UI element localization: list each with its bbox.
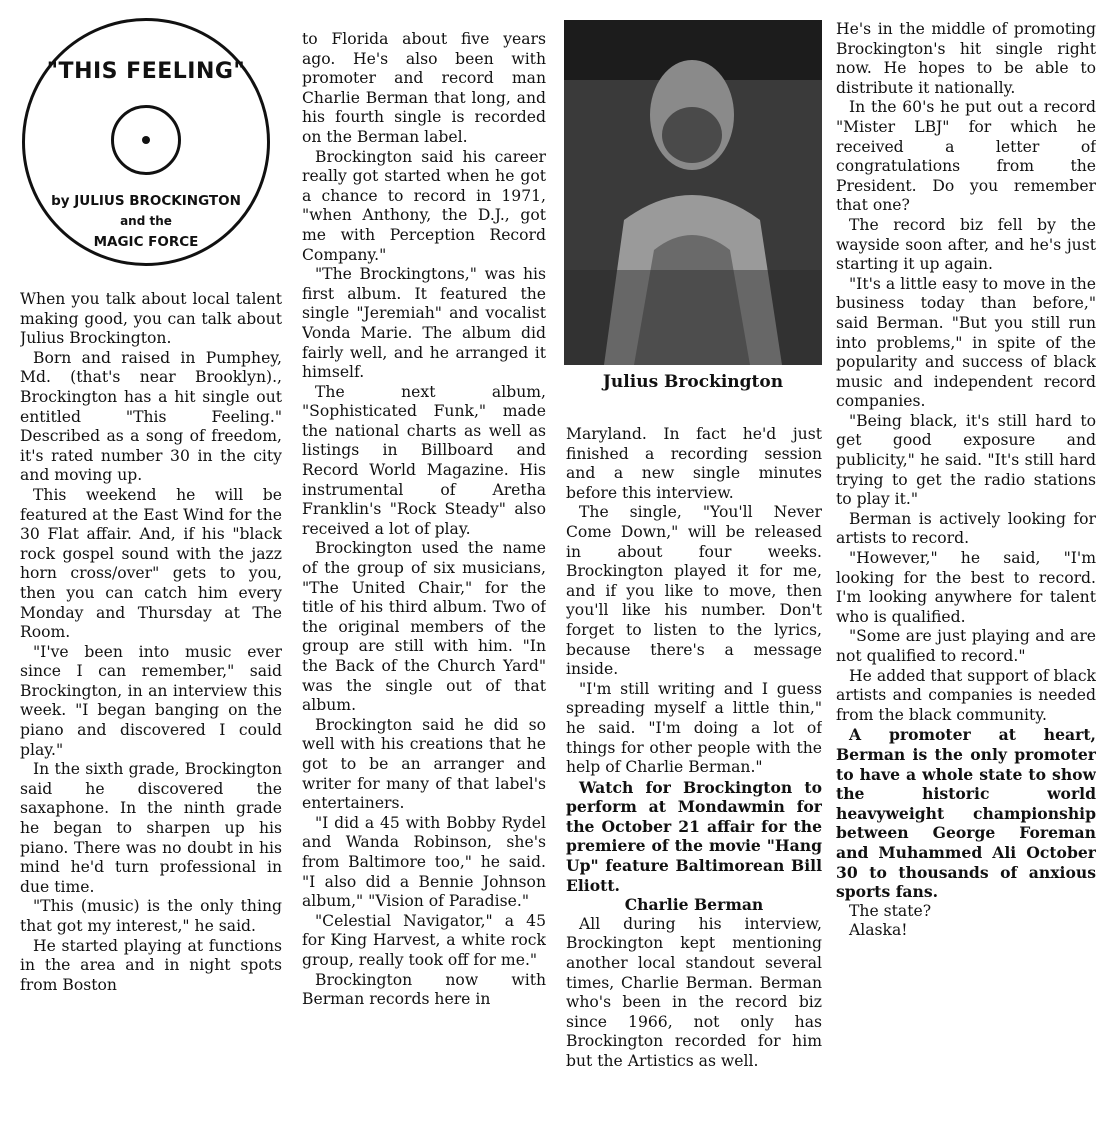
subheading: Charlie Berman bbox=[624, 895, 764, 915]
article-column-1 bbox=[20, 290, 282, 1132]
paragraph: In the 60's he put out a record "Mister LBJ" for which he received a letter of congratulations from the President. Do you remember that one? bbox=[836, 98, 1096, 215]
paragraph: When you talk about local talent making good, you can talk about Julius Brockington. bbox=[20, 290, 282, 348]
record-hole bbox=[142, 136, 150, 144]
paragraph: "Some are just playing and are not qualified to record." bbox=[836, 627, 1096, 665]
paragraph: This weekend he will be featured at the East Wind for the 30 Flat affair. And, if his "black rock gospel sound with the jazz horn cross/over" gets to you, then you can catch him every Monday and Thursday at The Room. bbox=[20, 485, 282, 642]
paragraph: "I'm still writing and I guess spreading myself a little thin," he said. "I'm doing a lot of things for other people with the help of Charlie Berman." bbox=[566, 679, 822, 777]
article-column-2 bbox=[302, 30, 546, 1132]
paragraph: The record biz fell by the wayside soon after, and he's just starting it up again. bbox=[836, 215, 1096, 274]
paragraph: The single, "You'll Never Come Down," will be released in about four weeks. Brockington played it for me, and if you like to move, then you'll like his number. Don't forget to listen to the lyrics, because there's a message inside. bbox=[566, 503, 822, 679]
record-graphic bbox=[22, 18, 270, 266]
paragraph: All during his interview, Brockington kept mentioning another local standout several times, Charlie Berman. Berman who's been in the record biz since 1966, not only has Brockington recorded for him but the Artistics as well. bbox=[566, 914, 822, 1070]
paragraph: "The Brockingtons," was his first album. It featured the single "Jeremiah" and vocalist Vonda Marie. The album did fairly well, and he arranged it himself. bbox=[302, 265, 546, 382]
record-title: "THIS FEELING" bbox=[46, 59, 246, 84]
paragraph: Brockington now with Berman records here in bbox=[302, 970, 546, 1009]
paragraph: He added that support of black artists and companies is needed from the black community. bbox=[836, 666, 1096, 724]
paragraph: "Celestial Navigator," a 45 for King Harvest, a white rock group, really took off for me." bbox=[302, 911, 546, 969]
paragraph: The next album, "Sophisticated Funk," made the national charts as well as listings in Billboard and Record World Magazine. His instrumental of Aretha Franklin's "Rock Steady" also received a lot of play. bbox=[302, 382, 546, 538]
article-column-4 bbox=[836, 20, 1096, 1132]
paragraph: Brockington said his career really got started when he got a chance to record in 1971, "when Anthony, the D.J., got me with Perception Record Company." bbox=[302, 147, 546, 264]
paragraph: "Being black, it's still hard to get good exposure and publicity," he said. "It's still hard trying to get the radio stations to play it." bbox=[836, 411, 1096, 509]
paragraph: to Florida about five years ago. He's also been with promoter and record man Charlie Berman that long, and his fourth single is recorded on the Berman label. bbox=[302, 30, 546, 146]
paragraph: Berman is actively looking for artists to record. bbox=[836, 509, 1096, 548]
paragraph: "I did a 45 with Bobby Rydel and Wanda Robinson, she's from Baltimore too," he said. "I also did a Bennie Johnson album," "Vision of Paradise." bbox=[302, 813, 546, 911]
paragraph: He started playing at functions in the area and in night spots from Boston bbox=[20, 936, 282, 994]
record-by-line: by JULIUS BROCKINGTON bbox=[51, 193, 241, 209]
paragraph-bold: A promoter at heart, Berman is the only promoter to have a whole state to show the historic world heavyweight championship between George Foreman and Muhammed Ali October 30 to thousands of anxious sports fans. bbox=[836, 725, 1096, 902]
paragraph: "I've been into music ever since I can remember," said Brockington, in an interview this week. "I began banging on the piano and discovered I could play." bbox=[20, 642, 282, 759]
paragraph: Brockington said he did so well with his creations that he got to be an arranger and writer for many of that label's entertainers. bbox=[302, 715, 546, 813]
paragraph: "This (music) is the only thing that got my interest," he said. bbox=[20, 897, 282, 935]
paragraph: In the sixth grade, Brockington said he discovered the saxaphone. In the ninth grade he began to sharpen up his piano. There was no doubt in his mind he'd turn professional in due time. bbox=[20, 760, 282, 896]
paragraph: "It's a little easy to move in the business today than before," said Berman. "But you still run into problems," in spite of the popularity and success of black music and independent record companies. bbox=[836, 274, 1096, 411]
paragraph: Maryland. In fact he'd just finished a recording session and a new single minutes before this interview. bbox=[566, 425, 822, 502]
paragraph: The state? bbox=[849, 901, 932, 920]
paragraph: He's in the middle of promoting Brockington's hit single right now. He hopes to be able to distribute it nationally. bbox=[836, 20, 1096, 97]
portrait-photo bbox=[564, 20, 822, 365]
record-and-line: and the bbox=[120, 214, 172, 228]
paragraph: Brockington used the name of the group of six musicians, "The United Chair," for the title of his third album. Two of the original members of the group are still with him. "In the Back of the Church Yard" was the single out of that album. bbox=[302, 539, 546, 715]
article-column-3 bbox=[566, 425, 822, 1132]
record-group-line: MAGIC FORCE bbox=[93, 234, 199, 250]
paragraph: Born and raised in Pumphey, Md. (that's near Brooklyn)., Brockington has a hit single out entitled "This Feeling." Described as a song of freedom, it's rated number 30 in the city and moving up. bbox=[20, 348, 282, 485]
portrait-photo-drawing bbox=[564, 20, 822, 365]
photo-caption: Julius Brockington bbox=[602, 372, 784, 392]
paragraph-bold: Watch for Brockington to perform at Mondawmin for the October 21 affair for the premiere of the movie "Hang Up" feature Baltimorean Bill Eliott. bbox=[566, 777, 822, 895]
paragraph: "However," he said, "I'm looking for the best to record. I'm looking anywhere for talent who is qualified. bbox=[836, 549, 1096, 626]
paragraph: Alaska! bbox=[849, 921, 908, 940]
record-label-circle bbox=[111, 105, 181, 175]
